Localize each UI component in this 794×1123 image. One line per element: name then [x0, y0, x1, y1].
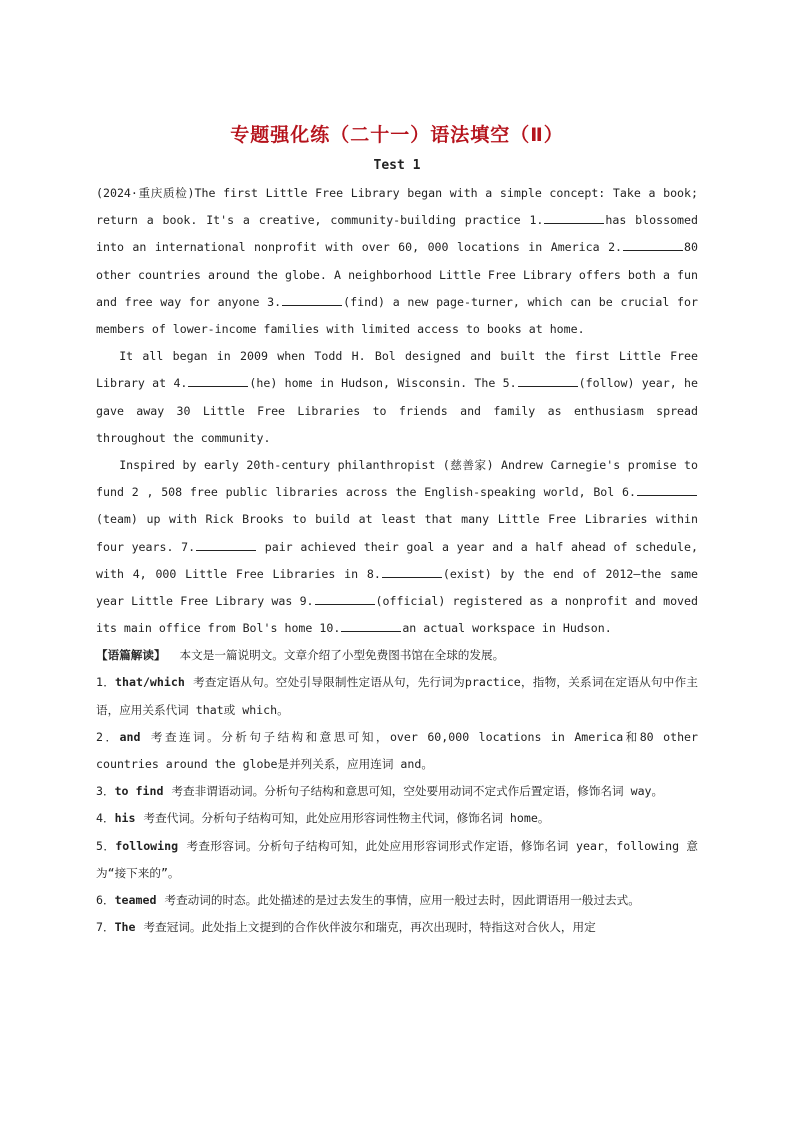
p3-text-b: (team) up with Rick Brooks to build at least that many Little Free Libraries within four years. 7.: [96, 512, 698, 554]
answer-item: [96, 778, 698, 805]
passage-paragraph-3: [96, 452, 698, 642]
answer-key: his: [114, 811, 136, 826]
answer-item: [96, 914, 698, 941]
p1-text-d: (find) a new page-turner, which can be crucial for members of lower-income families with limited access to books at home.: [96, 294, 698, 337]
answer-explanation: 考查冠词。此处指上文提到的合作伙伴波尔和瑞克，再次出现时，特指这对合伙人，用定: [143, 920, 596, 935]
test-subtitle: Test 1: [373, 158, 421, 173]
answer-key: The: [114, 920, 136, 935]
answer-key: and: [119, 729, 141, 744]
answer-explanation: 考查连词。分析句子结构和意思可知，over 60,000 locations in America和80 other countries around the globe是并列关系，应用连词 and。: [96, 729, 699, 772]
analysis-line: [96, 642, 698, 669]
p2-text-a: It all began in 2009 when Todd H. Bol designed and built the first Little Free Library at 4.: [96, 349, 698, 391]
blank-9[interactable]: [315, 593, 375, 605]
p2-text-b: (he) home in Hudson, Wisconsin. The 5.: [249, 376, 517, 391]
p3-text-a: Inspired by early 20th-century philanthropist (慈善家) Andrew Carnegie's promise to fund 2 , 508 free public libraries across the English-speaking world, Bol 6.: [96, 458, 698, 500]
answer-explanation: 考查形容词。分析句子结构可知，此处应用形容词形式作定语，修饰名词 year，following 意为“接下来的”。: [96, 838, 699, 880]
p1-text-c: 80 other countries around the globe. A neighborhood Little Free Library offers both a fun and free way for anyone 3.: [96, 240, 698, 309]
answer-explanation: 考查代词。分析句子结构可知，此处应用形容词性物主代词，修饰名词 home。: [143, 811, 550, 826]
answer-list: [96, 669, 698, 941]
page-title: 专题强化练（二十一）语法填空（Ⅱ）: [230, 124, 564, 146]
p2-text-c: (follow) year, he gave away 30 Little Free Libraries to friends and family as enthusiasm spread throughout the community.: [96, 376, 698, 445]
answer-number: 1．: [96, 675, 116, 690]
answer-number: 7．: [96, 920, 115, 935]
blank-1[interactable]: [544, 212, 604, 224]
document-body: [96, 180, 698, 941]
blank-10[interactable]: [341, 620, 401, 632]
blank-2[interactable]: [623, 239, 683, 251]
answer-item: [96, 805, 698, 832]
p3-text-c: pair achieved their goal a year and a half ahead of schedule, with 4, 000 Little Free Libraries in 8.: [96, 539, 698, 581]
analysis-tag: 【语篇解读】: [96, 648, 166, 663]
answer-key: that/which: [115, 675, 185, 690]
answer-item: [96, 833, 698, 887]
passage-paragraph-2: [96, 343, 698, 452]
answer-key: to find: [114, 784, 164, 799]
p3-text-e: (official) registered as a nonprofit and moved its main office from Bol's home 10.: [96, 594, 698, 636]
passage-paragraph-1: [96, 180, 698, 343]
answer-item: [96, 669, 698, 723]
blank-5[interactable]: [518, 375, 578, 387]
answer-item: [96, 724, 698, 778]
p3-text-d: (exist) by the end of 2012—the same year Little Free Library was 9.: [96, 566, 698, 609]
answer-explanation: 考查定语从句。空处引导限制性定语从句，先行词为practice，指物，关系词在定语从句中作主语，应用关系代词 that或 which。: [96, 675, 699, 717]
blank-8[interactable]: [382, 566, 442, 578]
answer-number: 6．: [96, 893, 115, 908]
blank-4[interactable]: [188, 375, 248, 387]
blank-7[interactable]: [196, 539, 256, 551]
blank-6[interactable]: [637, 484, 697, 496]
answer-explanation: 考查非谓语动词。分析句子结构和意思可知，空处要用动词不定式作后置定语，修饰名词 way。: [171, 784, 664, 799]
answer-number: 2．: [96, 729, 120, 744]
answer-item: [96, 887, 698, 914]
answer-key: following: [115, 838, 179, 853]
blank-3[interactable]: [282, 294, 342, 306]
answer-number: 5．: [96, 838, 116, 853]
answer-explanation: 考查动词的时态。此处描述的是过去发生的事情，应用一般过去时，因此谓语用一般过去式。: [164, 893, 640, 908]
answer-number: 3．: [96, 784, 115, 799]
answer-number: 4．: [96, 811, 115, 826]
answer-key: teamed: [114, 893, 157, 908]
analysis-text: 本文是一篇说明文。文章介绍了小型免费图书馆在全球的发展。: [179, 648, 505, 663]
p1-text-b: has blossomed into an international nonprofit with over 60, 000 locations in America 2.: [96, 213, 698, 255]
p1-text-a: (2024·重庆质检)The first Little Free Library began with a simple concept: Take a book; return a book. It's a creative, community-building practice 1.: [96, 186, 698, 228]
p3-text-f: an actual workspace in Hudson.: [402, 621, 612, 636]
